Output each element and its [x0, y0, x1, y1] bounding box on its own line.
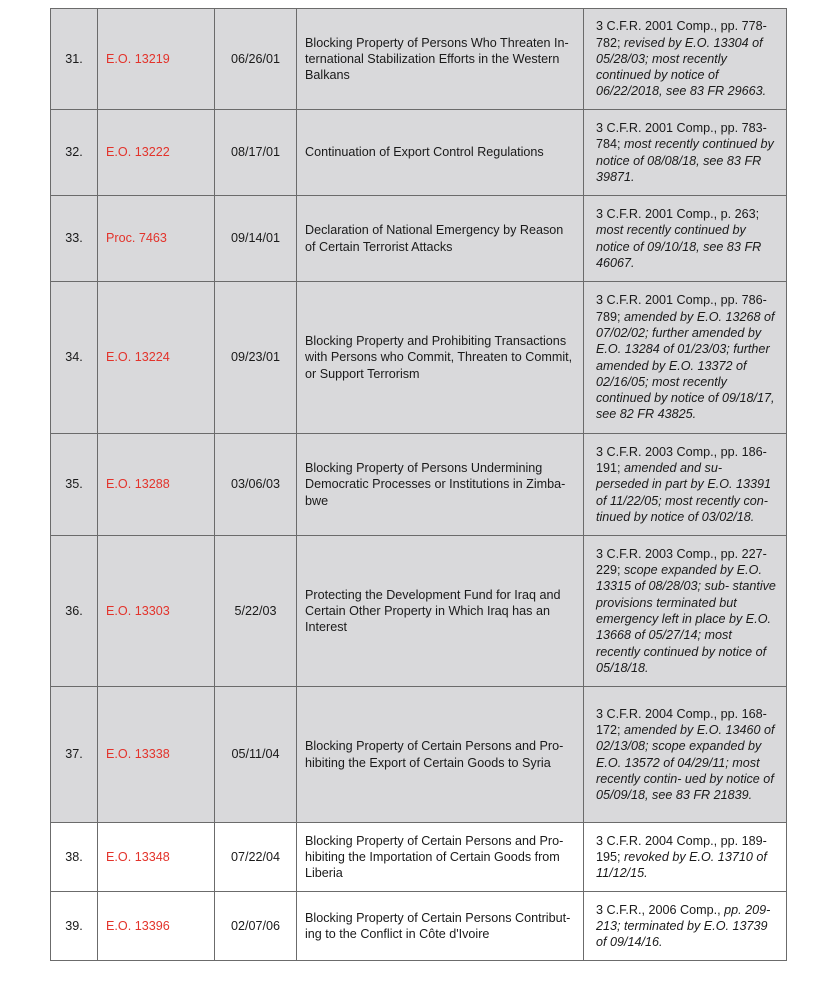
- table-row: [51, 110, 787, 196]
- citation-plain: 3 C.F.R. 2004 Comp., pp. 168-172;: [596, 706, 767, 737]
- act-id: E.O. 13348: [98, 823, 215, 892]
- table-row: [51, 196, 787, 282]
- citation-history: amended by E.O. 13268 of 07/02/02; further amended by E.O. 13284 of 01/23/03; further amended by E.O. 13372 of 02/16/05; most recently continued by notice of 09/18/17, see 82 FR 43825.: [596, 309, 775, 422]
- act-id: E.O. 13222: [98, 110, 215, 196]
- act-source-citation: [584, 687, 787, 823]
- row-number: 34.: [51, 282, 98, 434]
- act-title: Blocking Property of Certain Persons and Pro- hibiting the Importation of Certain Goods from Liberia: [297, 823, 584, 892]
- citation-plain: 3 C.F.R. 2001 Comp., pp. 783-784;: [596, 120, 767, 152]
- citation-plain: 3 C.F.R. 2001 Comp., pp. 786-789;: [596, 293, 767, 324]
- act-date: 02/07/06: [215, 892, 297, 961]
- table-body: [51, 9, 787, 961]
- row-number: 38.: [51, 823, 98, 892]
- act-id: E.O. 13303: [98, 536, 215, 687]
- row-number: 39.: [51, 892, 98, 961]
- act-source-citation: [584, 282, 787, 434]
- table-row: [51, 892, 787, 961]
- row-number: 33.: [51, 196, 98, 282]
- act-date: 05/11/04: [215, 687, 297, 823]
- table-row: [51, 687, 787, 823]
- act-id: E.O. 13288: [98, 434, 215, 536]
- row-number: 31.: [51, 9, 98, 110]
- act-source-citation: [584, 892, 787, 961]
- act-date: 07/22/04: [215, 823, 297, 892]
- citation-plain: 3 C.F.R. 2003 Comp., pp. 227-229;: [596, 546, 767, 578]
- act-title: Blocking Property of Persons Undermining Democratic Processes or Institutions in Zimba- bwe: [297, 434, 584, 536]
- citation-history: scope expanded by E.O. 13315 of 08/28/03; sub- stantive provisions terminated but emergency left in place by E.O. 13668 of 05/27/14; most recently continued by notice of 05/18/18.: [596, 563, 776, 675]
- table-row: [51, 536, 787, 687]
- act-date: 5/22/03: [215, 536, 297, 687]
- act-title: Declaration of National Emergency by Reason of Certain Terrorist Attacks: [297, 196, 584, 282]
- citation-history: amended by E.O. 13460 of 02/13/08; scope expanded by E.O. 13572 of 04/29/11; most recently contin- ued by notice of 05/09/18, see 83 FR 21839.: [596, 722, 775, 803]
- act-id: E.O. 13338: [98, 687, 215, 823]
- citation-plain: 3 C.F.R., 2006 Comp.,: [596, 902, 721, 917]
- act-title: Continuation of Export Control Regulations: [297, 110, 584, 196]
- act-source-citation: [584, 110, 787, 196]
- act-title: Blocking Property of Certain Persons Contribut- ing to the Conflict in Côte d'Ivoire: [297, 892, 584, 961]
- row-number: 32.: [51, 110, 98, 196]
- citation-plain: 3 C.F.R. 2003 Comp., pp. 186-191;: [596, 444, 767, 476]
- act-date: 09/14/01: [215, 196, 297, 282]
- table-row: [51, 823, 787, 892]
- citation-history: amended and su- perseded in part by E.O. 13391 of 11/22/05; most recently con- tinued by notice of 03/02/18.: [596, 461, 772, 524]
- row-number: 36.: [51, 536, 98, 687]
- act-source-citation: [584, 434, 787, 536]
- act-title: Protecting the Development Fund for Iraq and Certain Other Property in Which Iraq has an Interest: [297, 536, 584, 687]
- citation-plain: 3 C.F.R. 2001 Comp., pp. 778-782;: [596, 19, 767, 50]
- row-number: 37.: [51, 687, 98, 823]
- act-source-citation: [584, 823, 787, 892]
- act-source-citation: [584, 196, 787, 282]
- citation-plain: 3 C.F.R. 2001 Comp., p. 263;: [596, 206, 760, 221]
- act-id: E.O. 13396: [98, 892, 215, 961]
- act-id: E.O. 13219: [98, 9, 215, 110]
- citation-history: revised by E.O. 13304 of 05/28/03; most recently continued by notice of 06/22/2018, see 83 FR 29663.: [596, 35, 767, 99]
- citation-history: most recently continued by notice of 08/08/18, see 83 FR 39871.: [596, 137, 774, 184]
- table-row: [51, 282, 787, 434]
- act-id: E.O. 13224: [98, 282, 215, 434]
- act-source-citation: [584, 536, 787, 687]
- act-date: 09/23/01: [215, 282, 297, 434]
- act-date: 03/06/03: [215, 434, 297, 536]
- emergency-orders-table: [50, 8, 787, 961]
- row-number: 35.: [51, 434, 98, 536]
- table-row: [51, 9, 787, 110]
- act-title: Blocking Property of Persons Who Threaten In- ternational Stabilization Efforts in the Western Balkans: [297, 9, 584, 110]
- act-title: Blocking Property of Certain Persons and Pro- hibiting the Export of Certain Goods to Syria: [297, 687, 584, 823]
- act-title: Blocking Property and Prohibiting Transactions with Persons who Commit, Threaten to Commit, or Support Terrorism: [297, 282, 584, 434]
- act-source-citation: [584, 9, 787, 110]
- citation-history: pp. 209-213; terminated by E.O. 13739 of 09/14/16.: [596, 902, 771, 950]
- act-date: 08/17/01: [215, 110, 297, 196]
- citation-history: most recently continued by notice of 09/10/18, see 83 FR 46067.: [596, 223, 762, 270]
- act-id: Proc. 7463: [98, 196, 215, 282]
- citation-plain: 3 C.F.R. 2004 Comp., pp. 189-195;: [596, 833, 767, 864]
- table-row: [51, 434, 787, 536]
- citation-history: revoked by E.O. 13710 of 11/12/15.: [596, 849, 767, 881]
- act-date: 06/26/01: [215, 9, 297, 110]
